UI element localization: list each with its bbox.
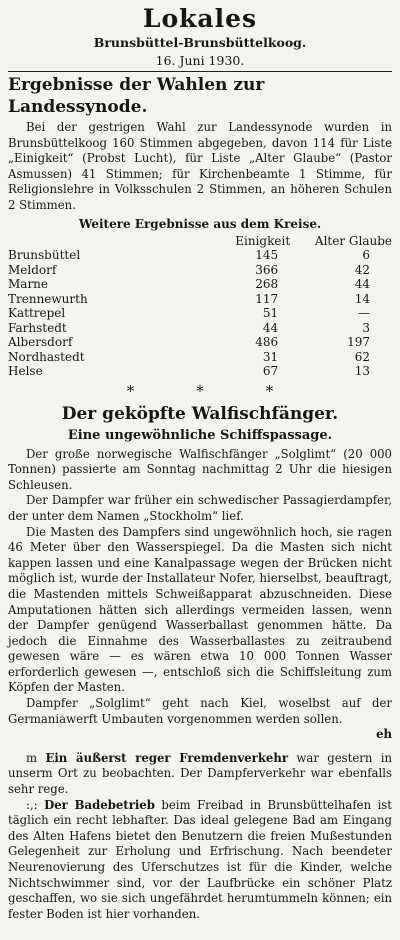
article-synod-results — [8, 74, 392, 401]
item-lead: Ein äußerst reger Fremdenverkehr — [45, 750, 289, 765]
divider-rule — [8, 71, 392, 72]
news-item-bathing — [8, 798, 392, 923]
news-item-paragraph — [8, 798, 392, 923]
results-row — [8, 277, 392, 292]
separator-asterisk: * — [196, 381, 204, 400]
results-table-title: Weitere Ergebnisse aus dem Kreise. — [78, 216, 322, 231]
einigkeit-cell: 486 — [255, 335, 279, 350]
place-cell: Farhstedt — [8, 320, 67, 335]
results-table-body — [8, 248, 392, 379]
place-cell: Albersdorf — [8, 335, 73, 350]
separator-asterisk: * — [265, 381, 274, 400]
article-paragraph: Der Dampfer war früher ein schwedischer Passagierdampfer, der unter dem Namen „Stockholm“ lief. — [8, 493, 392, 523]
results-row — [8, 306, 392, 321]
item-marker: m — [26, 750, 38, 765]
article-paragraph: Der große norwegische Walfischfänger „Solglimt“ (20 000 Tonnen) passierte am Sonntag nachmittag 2 Uhr die hiesigen Schleusen. — [8, 446, 392, 492]
results-row — [8, 335, 392, 350]
article-whaler — [8, 403, 392, 743]
results-table-header-row — [8, 234, 392, 249]
item-text: war gestern in unserm Ort zu beobachten. Der Dampferverkehr war ebenfalls sehr rege. — [8, 750, 393, 797]
einigkeit-cell: 117 — [255, 291, 279, 306]
einigkeit-cell: 268 — [255, 277, 279, 292]
item-text: beim Freibad in Brunsbüttelhafen ist täglich ein recht lebhafter. Das ideal gelegene Bad am Eingang des Alten Hafens bietet den Benutzern die freien Mußestunden Gelegenheit zur Erholung und Erfrischung. Nach beendeter Neurenovierung des Uferschutzes ist für die Kinder, welche Nichtschwimmer sind, vor der Laufbrücke ein schöner Platz geschaffen, wo sie sich ungefährdet herumtummeln können; ein fester Boden ist hier vorhanden. — [8, 797, 393, 921]
author-signature: eh — [376, 727, 392, 742]
news-item-paragraph — [8, 751, 392, 798]
item-lead: Der Badebetrieb — [44, 797, 155, 812]
results-table — [8, 234, 392, 379]
einigkeit-cell: 67 — [262, 364, 279, 379]
einigkeit-cell: 145 — [255, 248, 279, 263]
alter-glaube-cell: 6 — [362, 248, 370, 263]
place-cell: Kattrepel — [8, 306, 66, 321]
place-cell: Nordhastedt — [8, 349, 85, 364]
alter-glaube-cell: 13 — [354, 364, 370, 379]
alter-glaube-cell: 42 — [354, 262, 370, 277]
dateline: 16. Juni 1930. — [155, 53, 245, 68]
section-separator — [8, 381, 392, 401]
results-row — [8, 321, 392, 336]
alter-glaube-cell: 62 — [354, 349, 370, 364]
alter-glaube-cell: — — [358, 306, 370, 321]
item-marker: :,: — [26, 797, 38, 812]
alter-glaube-cell: 14 — [354, 291, 370, 306]
results-row — [8, 292, 392, 307]
einigkeit-cell: 44 — [262, 320, 279, 335]
results-row — [8, 248, 392, 263]
article-paragraph: Dampfer „Solglimt“ geht nach Kiel, woselbst auf der Germaniawerft Umbauten vorgenommen werden sollen. — [8, 696, 392, 726]
news-item-tourism — [8, 751, 392, 798]
separator-asterisk: * — [126, 381, 135, 400]
einigkeit-cell: 31 — [262, 349, 279, 364]
column-header-place — [8, 234, 208, 249]
article-paragraph: Die Masten des Dampfers sind ungewöhnlich hoch, sie ragen 46 Meter über den Wasserspiegel. Da die Masten sich nicht kappen lassen und eine Kanalpassage wegen der Brücken nicht möglich ist, wurde der Installateur Nofer, hierselbst, beauftragt, die Mastenden mittels Schweißapparat abzuschneiden. Diese Amputationen hätten sich allerdings vermeiden lassen, wenn der Dampfer genügend Wasserballast genommen hätte. Da jedoch die Einnahme des Wasserballastes zu zeitraubend gewesen wäre — es wären etwa 10 000 Tonnen Wasser erforderlich gewesen —, entschloß sich die Schiffsleitung zum Köpfen der Masten. — [8, 524, 392, 695]
place-cell: Helse — [8, 364, 43, 379]
article-deck: Eine ungewöhnliche Schiffspassage. — [67, 427, 333, 443]
locality-heading: Brunsbüttel-Brunsbüttelkoog. — [93, 35, 307, 50]
results-row — [8, 263, 392, 278]
alter-glaube-cell: 44 — [354, 277, 370, 292]
place-cell: Meldorf — [8, 262, 57, 277]
section-masthead: Lokales — [142, 4, 258, 33]
einigkeit-cell: 366 — [255, 262, 279, 277]
alter-glaube-cell: 3 — [362, 320, 370, 335]
column-header-alter-glaube: Alter Glaube — [314, 233, 392, 248]
article-headline: Ergebnisse der Wahlen zur Landessynode. — [8, 75, 265, 117]
article-headline: Der geköpfte Walfischfänger. — [61, 403, 339, 424]
alter-glaube-cell: 197 — [347, 335, 370, 350]
place-cell: Brunsbüttel — [8, 248, 81, 263]
column-header-einigkeit: Einigkeit — [235, 233, 291, 248]
results-row — [8, 350, 392, 365]
einigkeit-cell: 51 — [262, 306, 279, 321]
place-cell: Marne — [8, 277, 49, 292]
article-paragraph: Bei der gestrigen Wahl zur Landessynode wurden in Brunsbüttelkoog 160 Stimmen abgegeben, davon 114 für Liste „Einigkeit“ (Probst Lucht), für Liste „Alter Glaube“ (Pastor Asmussen) 41 Stimmen; für Kirchenbeamte 1 Stimme, für Religionslehre in Volksschulen 2 Stimmen, an höheren Schulen 2 Stimmen. — [8, 120, 392, 212]
place-cell: Trennewurth — [8, 291, 88, 306]
results-row — [8, 364, 392, 379]
